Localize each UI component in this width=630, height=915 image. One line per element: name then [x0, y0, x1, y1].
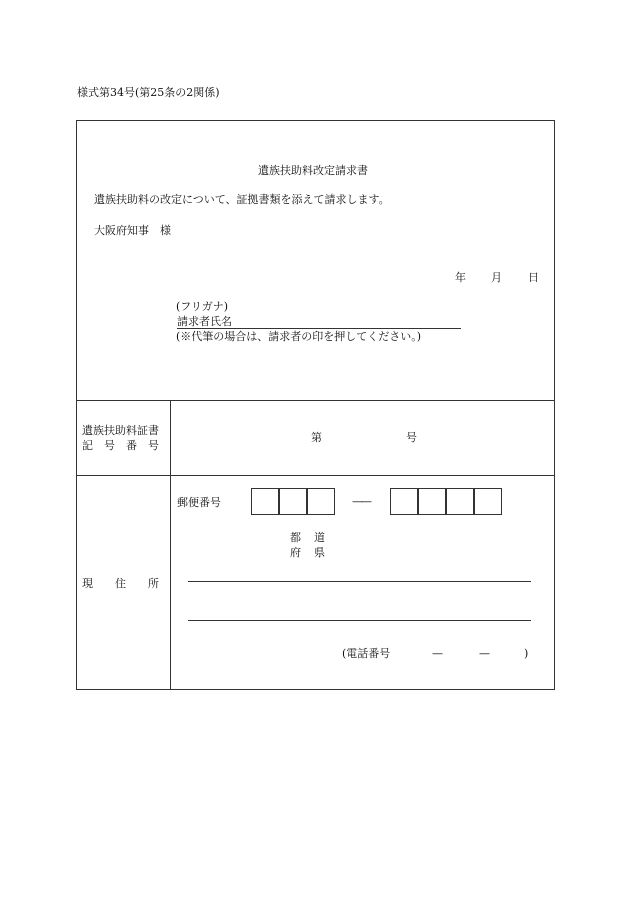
requester-name-line[interactable]	[177, 328, 461, 329]
prefecture-do-label: 道	[314, 531, 325, 544]
request-statement: 遺族扶助料の改定について、証拠書類を添えて請求します。	[94, 193, 390, 206]
proxy-note: (※代筆の場合は、請求者の印を押してください。)	[176, 330, 422, 343]
phone-label-open: (電話番号	[342, 647, 391, 660]
label-column-divider	[170, 400, 171, 690]
addressee: 大阪府知事 様	[94, 224, 171, 237]
certificate-dai-label: 第	[311, 431, 322, 444]
form-title: 遺族扶助料改定請求書	[258, 164, 368, 177]
postal-code-box-6[interactable]	[446, 488, 474, 515]
postal-code-box-7[interactable]	[474, 488, 502, 515]
date-year-label: 年	[455, 271, 466, 284]
certificate-label-line2: 記 号 番 号	[82, 439, 159, 452]
address-label: 現 住 所	[82, 577, 159, 590]
phone-dash-2: —	[479, 647, 490, 660]
postal-code-box-2[interactable]	[279, 488, 307, 515]
postal-code-box-1[interactable]	[251, 488, 279, 515]
requester-name-label: 請求者氏名	[177, 315, 232, 328]
certificate-go-label: 号	[406, 431, 417, 444]
prefecture-ken-label: 県	[314, 546, 325, 559]
phone-dash-1: —	[432, 647, 443, 660]
prefecture-fu-label: 府	[290, 546, 301, 559]
furigana-label: (フリガナ)	[176, 300, 229, 313]
postal-code-label: 郵便番号	[177, 496, 221, 509]
date-day-label: 日	[528, 271, 539, 284]
address-line-1[interactable]	[188, 581, 531, 582]
address-line-2[interactable]	[188, 620, 531, 621]
date-month-label: 月	[491, 271, 502, 284]
divider-certificate-top	[76, 400, 555, 401]
certificate-label-line1: 遺族扶助料証書	[82, 424, 159, 437]
form-number: 様式第34号(第25条の2関係)	[77, 86, 220, 99]
divider-address-top	[76, 475, 555, 476]
postal-code-dash: ——	[352, 495, 370, 508]
postal-code-box-3[interactable]	[307, 488, 335, 515]
postal-code-box-5[interactable]	[418, 488, 446, 515]
phone-label-close: )	[524, 647, 529, 660]
prefecture-to-label: 都	[290, 531, 301, 544]
postal-code-box-4[interactable]	[390, 488, 418, 515]
